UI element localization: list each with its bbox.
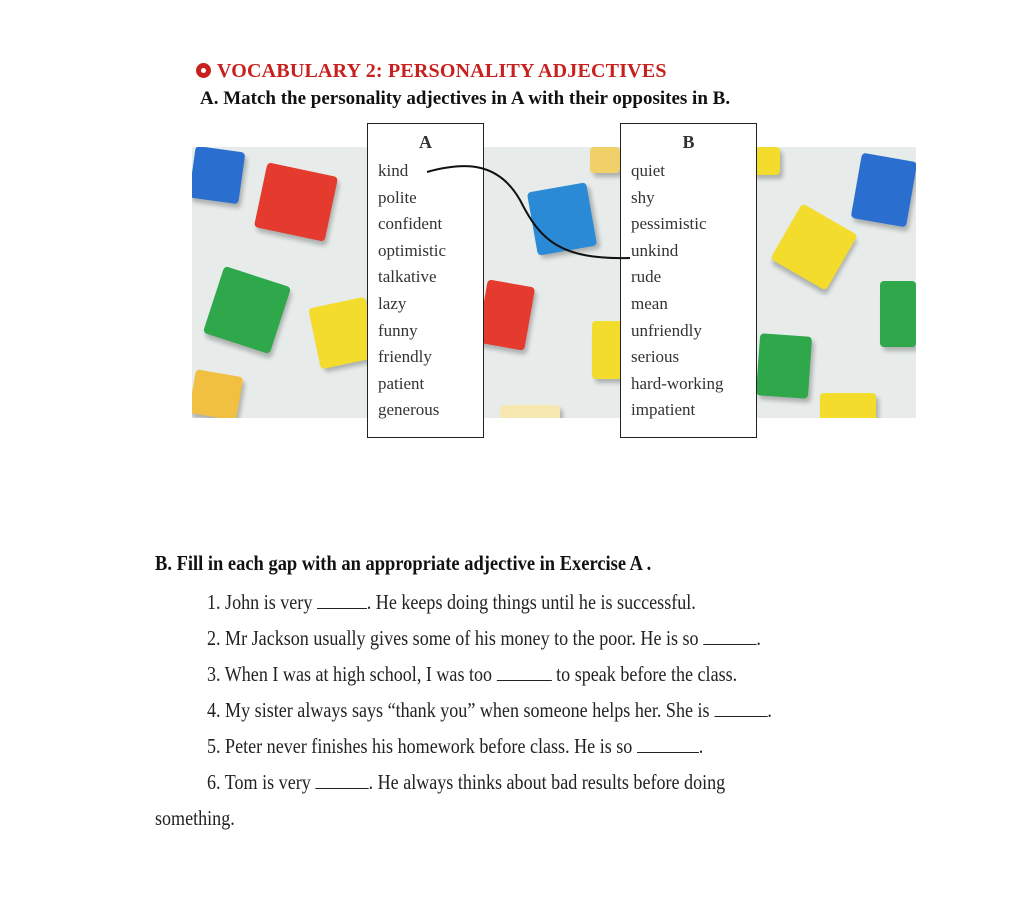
bullet-icon: [196, 63, 211, 78]
list-item: unfriendly: [631, 320, 702, 340]
question-text: 4. My sister always says “thank you” when someone helps her. She is: [207, 698, 715, 722]
green-cube-image: [880, 281, 916, 347]
list-item: funny: [378, 320, 418, 340]
list-item: generous: [378, 400, 440, 420]
question-text: . He always thinks about bad results before doing: [368, 770, 726, 794]
column-a-list: [368, 158, 483, 424]
list-item: shy: [631, 187, 655, 207]
question-1: [207, 590, 696, 615]
column-a-heading: A: [419, 132, 432, 152]
list-item: unkind: [631, 240, 679, 260]
list-item: polite: [378, 187, 417, 207]
list-item: optimistic: [378, 240, 446, 260]
red-cube-image: [254, 162, 338, 242]
question-text: to speak before the class.: [551, 662, 738, 686]
question-text: .: [698, 734, 704, 758]
list-item: mean: [631, 293, 668, 313]
list-item: patient: [378, 373, 425, 393]
answer-blank[interactable]: [315, 770, 368, 789]
question-text: 2. Mr Jackson usually gives some of his money to the poor. He is so: [207, 626, 704, 650]
green-cube-image: [756, 333, 812, 398]
section-title: [196, 60, 667, 83]
column-b-box: [620, 123, 757, 438]
answer-blank[interactable]: [714, 698, 767, 717]
list-item: quiet: [631, 161, 665, 180]
list-item: hard-working: [631, 373, 724, 393]
column-b-list: [621, 158, 756, 424]
orange-cube-image: [192, 369, 243, 418]
list-item: serious: [631, 347, 680, 367]
answer-blank[interactable]: [497, 662, 552, 681]
answer-blank[interactable]: [703, 626, 756, 645]
exercise-b-instruction: B. Fill in each gap with an appropriate adjective in Exercise A .: [155, 551, 652, 575]
red-cube-image: [477, 279, 535, 350]
list-item: impatient: [631, 400, 696, 420]
question-6-continuation: something.: [155, 806, 235, 830]
question-text: 1. John is very: [207, 590, 317, 614]
section-title-text: VOCABULARY 2: PERSONALITY ADJECTIVES: [217, 60, 667, 82]
question-text: 5. Peter never finishes his homework before class. He is so: [207, 734, 637, 758]
question-2: [207, 626, 761, 651]
column-a-box: [367, 123, 484, 438]
list-item: pessimistic: [631, 214, 707, 234]
answer-blank[interactable]: [637, 734, 699, 753]
question-text: 3. When I was at high school, I was too: [207, 662, 497, 686]
emoji-cubes-photo: [192, 147, 916, 418]
column-b-heading: B: [682, 132, 695, 152]
blue-cube-image: [192, 147, 245, 204]
list-item: rude: [631, 267, 662, 287]
list-item: talkative: [378, 267, 437, 287]
question-3: [207, 662, 737, 687]
list-item: confident: [378, 214, 443, 234]
question-6: [207, 770, 725, 795]
pale-cube-image: [500, 405, 560, 418]
yellow-cube-image: [820, 393, 876, 418]
question-4: [207, 698, 772, 723]
list-item: friendly: [378, 347, 432, 367]
list-item: lazy: [378, 293, 407, 313]
question-5: [207, 734, 703, 759]
question-text: . He keeps doing things until he is successful.: [366, 590, 696, 614]
question-text: 6. Tom is very: [207, 770, 316, 794]
blue-cube-image: [851, 153, 916, 228]
yellow-cube-image: [590, 147, 620, 173]
answer-blank[interactable]: [317, 590, 367, 609]
blue-cube-image: [527, 182, 597, 255]
yellow-cube-image: [770, 203, 857, 290]
question-text: .: [756, 626, 761, 650]
green-cube-image: [203, 266, 291, 354]
question-text: .: [767, 698, 772, 722]
yellow-cube-image: [592, 321, 622, 379]
list-item: kind: [378, 161, 409, 180]
exercise-a-instruction: A. Match the personality adjectives in A with their opposites in B.: [200, 88, 731, 109]
